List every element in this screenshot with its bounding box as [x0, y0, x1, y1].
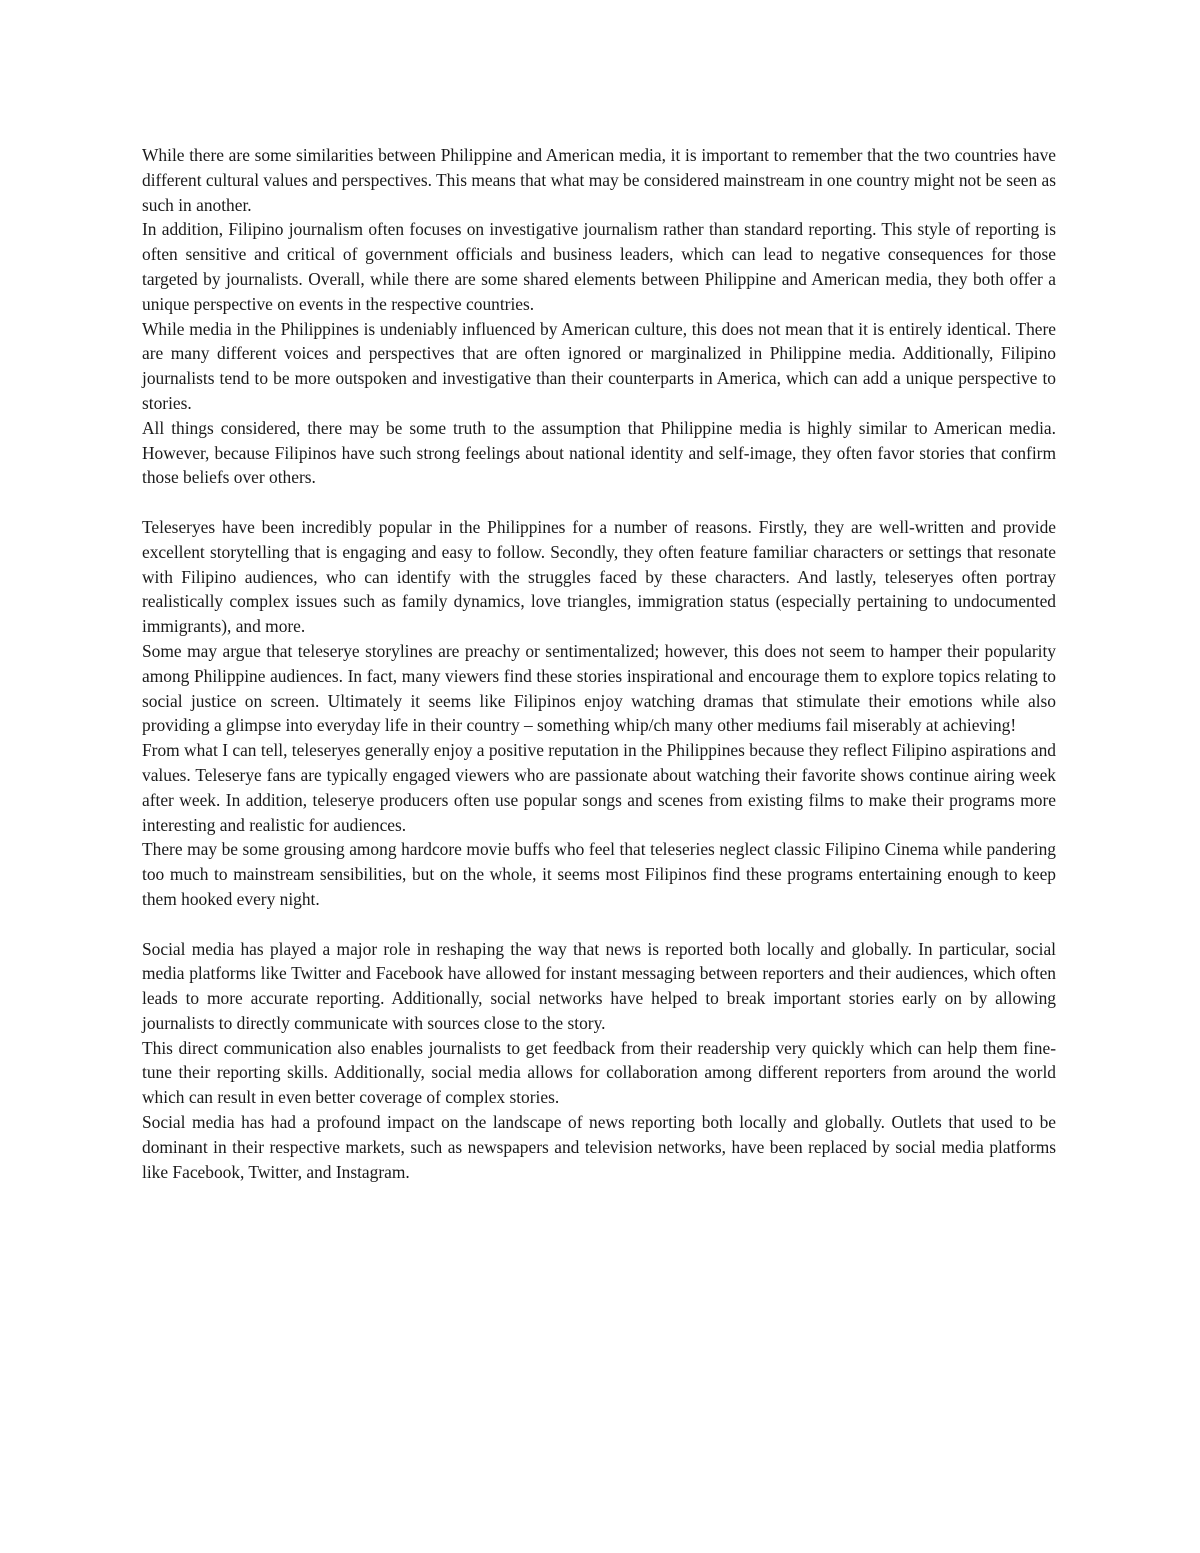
paragraph: There may be some grousing among hardcore movie buffs who feel that teleseries neglect classic Filipino Cinema while pandering too much to mainstream sensibilities, but on the whole, it seems most Filipinos find these programs entertaining enough to keep them hooked every night.: [142, 839, 1056, 909]
paragraph: From what I can tell, teleseryes generally enjoy a positive reputation in the Philippines because they reflect Filipino aspirations and values. Teleserye fans are typically engaged viewers who are passionate about watching their favorite shows continue airing week after week. In addition, teleserye producers often use popular songs and scenes from existing films to make their programs more interesting and realistic for audiences.: [142, 740, 1056, 835]
paragraph: Social media has had a profound impact on the landscape of news reporting both locally and globally. Outlets that used to be dominant in their respective markets, such as newspapers and television networks, have been replaced by social media platforms like Facebook, Twitter, and Instagram.: [142, 1112, 1056, 1182]
paragraph: All things considered, there may be some truth to the assumption that Philippine media is highly similar to American media. However, because Filipinos have such strong feelings about national identity and self-image, they often favor stories that confirm those beliefs over others.: [142, 417, 1056, 488]
paragraph: While there are some similarities between Philippine and American media, it is important to remember that the two countries have different cultural values and perspectives. This means that what may be considered mainstream in one country might not be seen as such in another.: [142, 145, 1056, 215]
document-body: [142, 143, 1056, 1184]
paragraph: While media in the Philippines is undeniably influenced by American culture, this does not mean that it is entirely identical. There are many different voices and perspectives that are often ignored or marginalized in Philippine media. Additionally, Filipino journalists tend to be more outspoken and investigative than their counterparts in America, which can add a unique perspective to stories.: [142, 318, 1056, 413]
paragraph: In addition, Filipino journalism often focuses on investigative journalism rather than standard reporting. This style of reporting is often sensitive and critical of government officials and business leaders, which can lead to negative consequences for those targeted by journalists. Overall, while there are some shared elements between Philippine and American media, they both offer a unique perspective on events in the respective countries.: [142, 219, 1056, 314]
paragraph: Social media has played a major role in reshaping the way that news is reported both locally and globally. In particular, social media platforms like Twitter and Facebook have allowed for instant messaging between reporters and their audiences, which often leads to more accurate reporting. Additionally, social networks have helped to break important stories early on by allowing journalists to directly communicate with sources close to the story.: [142, 938, 1056, 1033]
paragraph: This direct communication also enables journalists to get feedback from their readership very quickly which can help them fine-tune their reporting skills. Additionally, social media allows for collaboration among different reporters from around the world which can result in even better coverage of complex stories.: [142, 1037, 1056, 1108]
section-spacer: [142, 490, 1056, 515]
paragraph: Teleseryes have been incredibly popular in the Philippines for a number of reasons. Firstly, they are well-written and provide excellent storytelling that is engaging and easy to follow. Secondly, they often feature familiar characters or settings that resonate with Filipino audiences, who can identify with the struggles faced by these characters. And lastly, teleseryes often portray realistically complex issues such as family dynamics, love triangles, immigration status (especially pertaining to undocumented immigrants), and more.: [142, 516, 1056, 637]
paragraph: Some may argue that teleserye storylines are preachy or sentimentalized; however, this does not seem to hamper their popularity among Philippine audiences. In fact, many viewers find these stories inspirational and encourage them to explore topics relating to social justice on screen. Ultimately it seems like Filipinos enjoy watching dramas that stimulate their emotions while also providing a glimpse into everyday life in their country – something whip/ch many other mediums fail miserably at achieving!: [142, 640, 1056, 736]
section-spacer: [142, 912, 1056, 937]
